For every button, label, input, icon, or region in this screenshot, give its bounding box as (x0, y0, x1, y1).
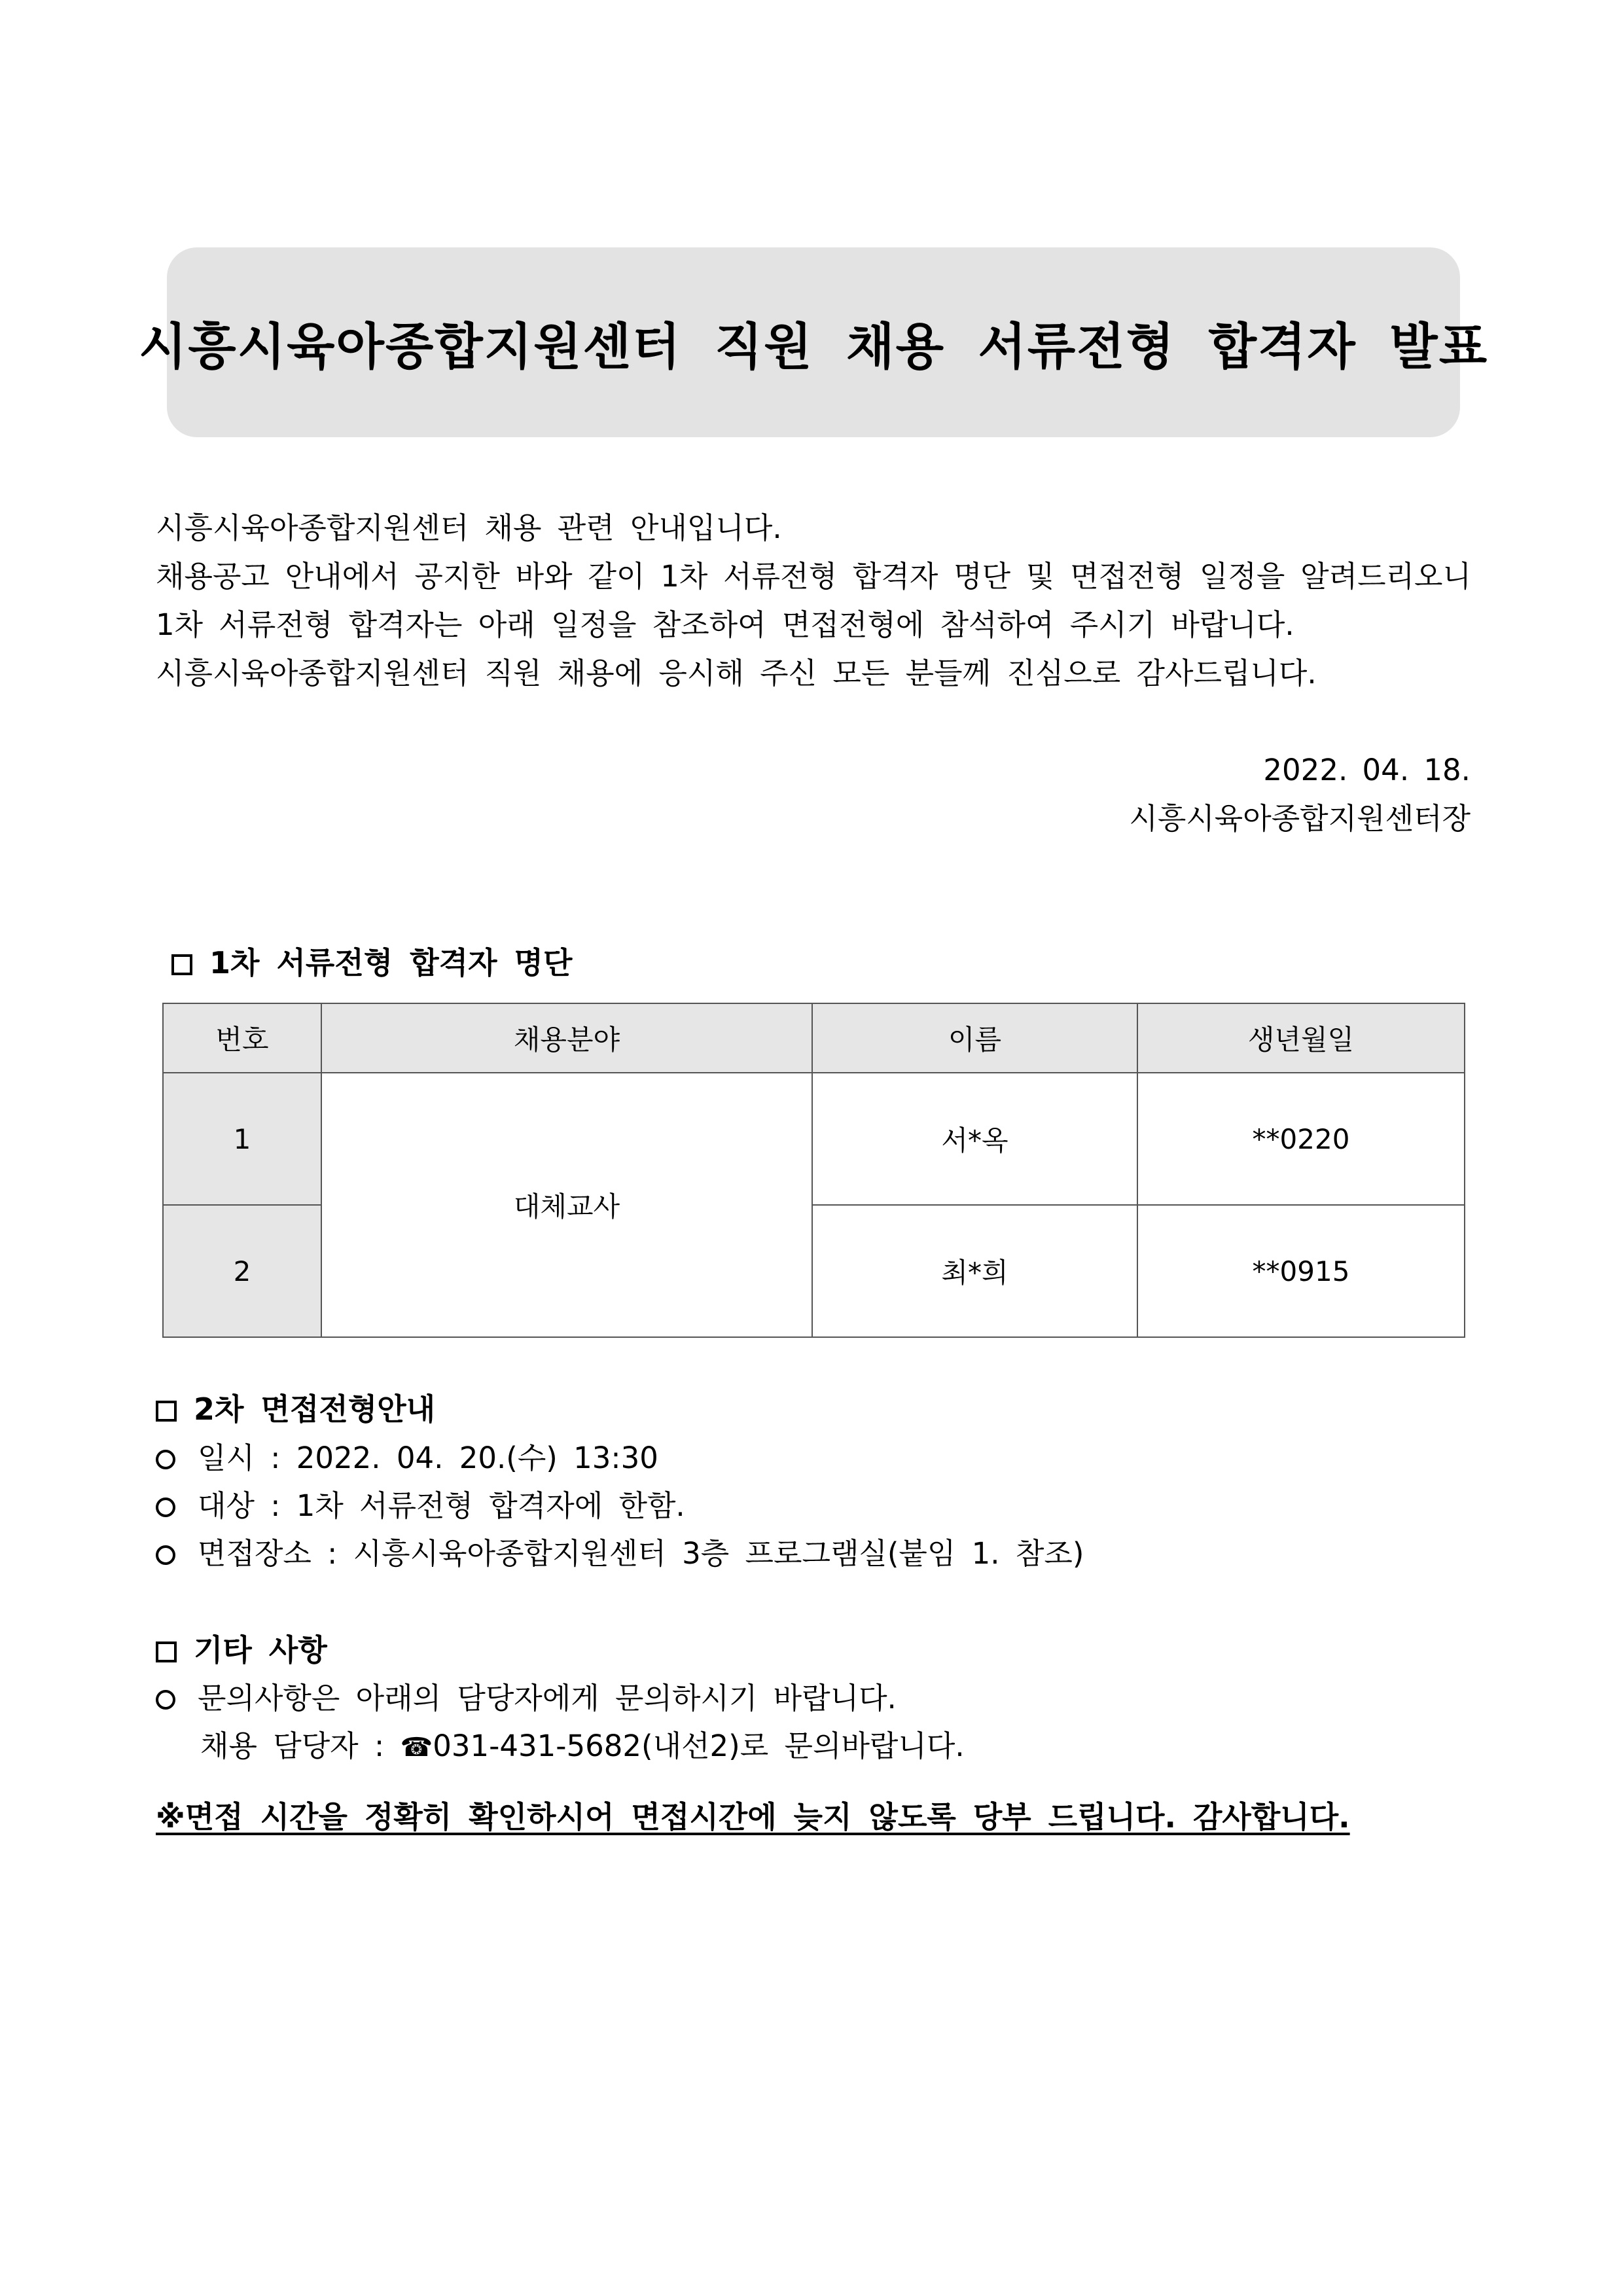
checkbox-square-icon (156, 1641, 177, 1662)
intro-paragraph (156, 504, 1471, 698)
signature-block (1129, 746, 1471, 843)
section2-heading (156, 1386, 435, 1432)
phone-icon: ☎ (400, 1732, 433, 1763)
column-header-birthdate: 생년월일 (1137, 1003, 1465, 1073)
circle-bullet-icon (156, 1498, 175, 1517)
applicant-name: 최*희 (812, 1205, 1137, 1337)
recruit-field: 대체교사 (321, 1073, 812, 1337)
circle-bullet-icon (156, 1690, 175, 1710)
column-header-number: 번호 (163, 1003, 321, 1073)
applicant-birthdate: **0915 (1137, 1205, 1465, 1337)
list-item: 문의사항은 아래의 담당자에게 문의하시기 바랍니다. (156, 1674, 965, 1722)
column-header-name: 이름 (812, 1003, 1137, 1073)
intro-line: 채용공고 안내에서 공지한 바와 같이 1차 서류전형 합격자 명단 및 면접전형 일정을 알려드리오니 (156, 559, 1471, 594)
applicant-birthdate: **0220 (1137, 1073, 1465, 1205)
circle-bullet-icon (156, 1545, 175, 1565)
intro-line: 시흥시육아종합지원센터 직원 채용에 응시해 주신 모든 분들께 진심으로 감사드립니다. (156, 656, 1317, 691)
section3-heading (156, 1627, 327, 1673)
contact-line: 채용 담당자 : ☎031-431-5682(내선2)로 문의바랍니다. (200, 1729, 965, 1763)
checkbox-square-icon (171, 954, 192, 975)
closing-notice: ※면접 시간을 정확히 확인하시어 면접시간에 늦지 않도록 당부 드립니다. 감사합니다. (156, 1799, 1350, 1835)
title-banner (138, 247, 1489, 437)
signer-name: 시흥시육아종합지원센터장 (1129, 801, 1471, 836)
column-header-field: 채용분야 (321, 1003, 812, 1073)
row-number: 2 (163, 1205, 321, 1337)
notice-date: 2022. 04. 18. (1263, 753, 1471, 787)
contact-text: 031-431-5682(내선2)로 문의바랍니다. (433, 1729, 965, 1763)
section3-heading-text: 기타 사항 (194, 1632, 327, 1668)
list-item: 면접장소 : 시흥시육아종합지원센터 3층 프로그램실(붙임 1. 참조) (156, 1530, 1084, 1577)
page-title: 시흥시육아종합지원센터 직원 채용 서류전형 합격자 발표 (138, 317, 1489, 376)
row-number: 1 (163, 1073, 321, 1205)
other-info-list (156, 1674, 965, 1770)
checkbox-square-icon (156, 1401, 177, 1422)
circle-bullet-icon (156, 1450, 175, 1469)
passer-table (162, 1003, 1465, 1338)
list-item: 일시 : 2022. 04. 20.(수) 13:30 (156, 1434, 1084, 1482)
interview-info-list (156, 1434, 1084, 1577)
section2-heading-text: 2차 면접전형안내 (194, 1391, 436, 1427)
table-header-row (163, 1003, 1465, 1073)
table-row (163, 1073, 1465, 1205)
intro-line: 1차 서류전형 합격자는 아래 일정을 참조하여 면접전형에 참석하여 주시기 바랍니다. (156, 607, 1294, 642)
section1-heading-text: 1차 서류전형 합격자 명단 (209, 945, 573, 980)
list-item: 대상 : 1차 서류전형 합격자에 한함. (156, 1482, 1084, 1530)
intro-line: 시흥시육아종합지원센터 채용 관련 안내입니다. (156, 511, 782, 545)
applicant-name: 서*옥 (812, 1073, 1137, 1205)
section1-heading (171, 940, 572, 986)
